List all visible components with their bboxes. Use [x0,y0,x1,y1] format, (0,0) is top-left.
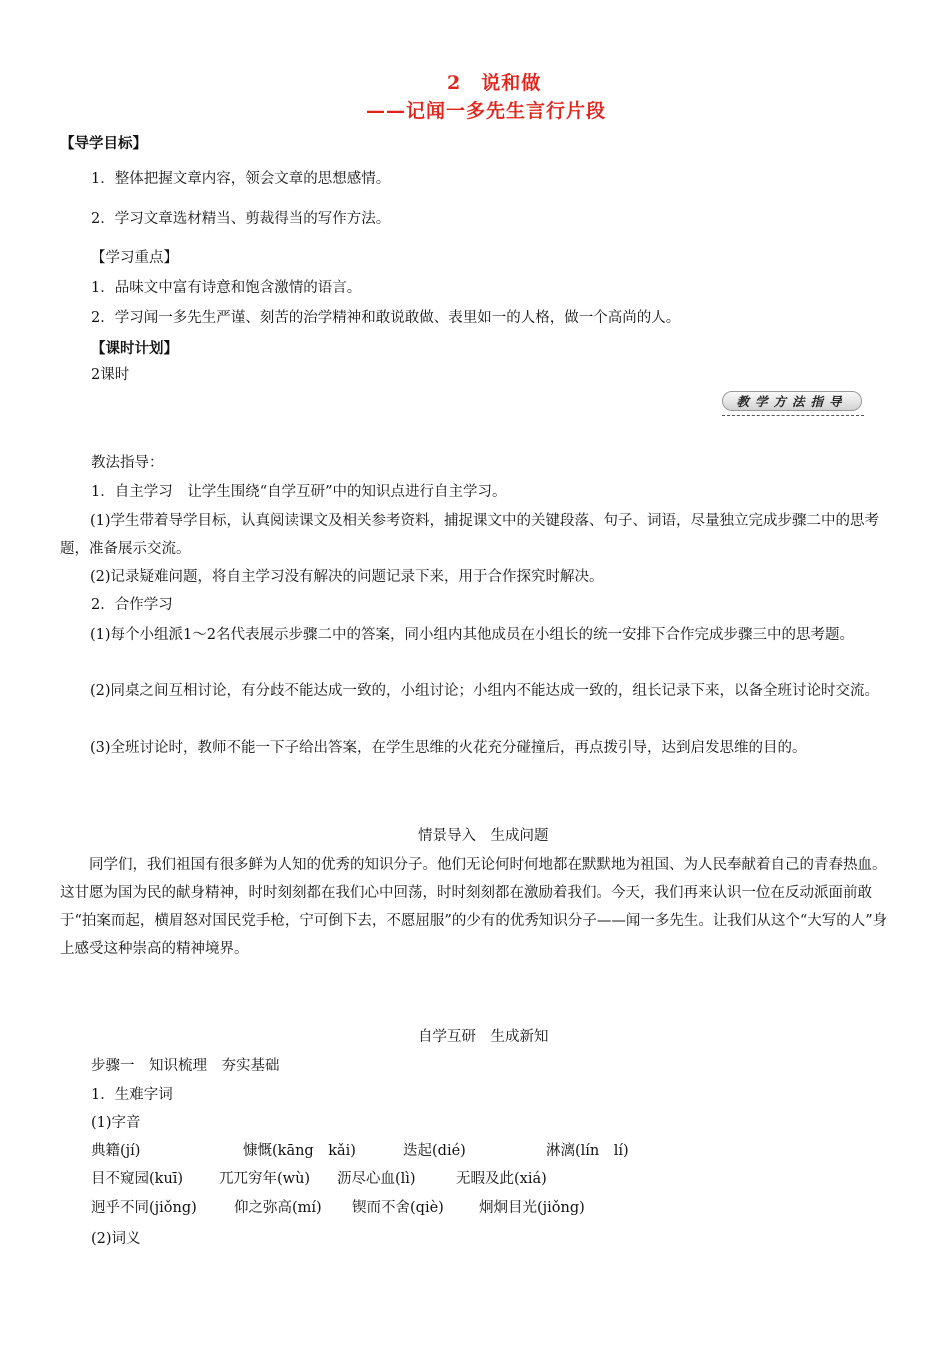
pinyin-row1-a: 典籍(jí) [91,1143,141,1159]
self-step1: 步骤一 知识梳理 夯实基础 [91,1058,280,1074]
pinyin-row3-a: 迥乎不同(jiǒng) [91,1200,197,1216]
pinyin-row1-d: 淋漓(lín lí) [546,1143,629,1159]
method-s2-p2: (2)同桌之间互相讨论，有分歧不能达成一致的，小组讨论；小组内不能达成一致的，组长记录下来，以备全班讨论时交流。 [90,683,880,699]
goal-item-2: 2．学习文章选材精当、剪裁得当的写作方法。 [91,211,391,227]
pinyin-row1-b: 慷慨(kāng kǎi) [243,1143,356,1159]
badge-label: 教学方法指导 [736,394,848,409]
pinyin-row3-d: 炯炯目光(jiǒng) [479,1200,585,1216]
method-s1-p1: (1)学生带着导学目标，认真阅读课文及相关参考资料，捕捉课文中的关键段落、句子、词语，尽量独立完成步骤二中的思考题，准备展示交流。 [60,513,880,557]
self-sub2: (2)词义 [91,1231,141,1247]
pinyin-row2-c: 沥尽心血(lì) [337,1171,416,1187]
pinyin-row2-b: 兀兀穷年(wù) [219,1171,311,1187]
intro-paragraph: 同学们，我们祖国有很多鲜为人知的优秀的知识分子。他们无论何时何地都在默默地为祖国、为人民奉献着自己的青春热血。这甘愿为国为民的献身精神，时时刻刻都在我们心中回荡，时时刻刻都在激励着我们。今天，我们再来认识一位在反动派面前敢于“拍案而起，横眉怒对国民党手枪，宁可倒下去，不愿屈服”的少有的优秀知识分子——闻一多先生。让我们从这个“大写的人”身上感受这种崇高的精神境界。 [60,857,888,957]
focus-item-2: 2．学习闻一多先生严谨、刻苦的治学精神和敢说敢做、表里如一的人格，做一个高尚的人。 [91,310,681,326]
goals-heading: 【导学目标】 [60,135,147,152]
focus-heading: 【学习重点】 [91,250,178,266]
method-s1-p2: (2)记录疑难问题，将自主学习没有解决的问题记录下来，用于合作探究时解决。 [90,569,604,585]
goal-item-1: 1．整体把握文章内容，领会文章的思想感情。 [91,171,391,187]
pinyin-row1-c: 迭起(dié) [403,1143,466,1159]
badge-divider [722,415,864,416]
method-s2-p1: (1)每个小组派1～2名代表展示步骤二中的答案，同小组内其他成员在小组长的统一安排下合作完成步骤三中的思考题。 [90,627,854,643]
self-heading: 自学互研 生成新知 [418,1029,549,1045]
intro-heading: 情景导入 生成问题 [418,828,549,844]
plan-value: 2课时 [91,367,130,383]
doc-subtitle: ——记闻一多先生言行片段 [366,100,607,122]
self-sub1: (1)字音 [91,1115,141,1131]
pinyin-row3-b: 仰之弥高(mí) [234,1200,322,1216]
self-item1: 1．生难字词 [91,1087,173,1103]
plan-heading: 【课时计划】 [91,340,178,357]
pinyin-row3-c: 锲而不舍(qiè) [352,1200,444,1216]
doc-title: 2 说和做 [447,72,542,94]
focus-item-1: 1．品味文中富有诗意和饱含激情的语言。 [91,280,362,296]
method-badge [722,391,862,413]
method-heading: 教法指导： [91,455,164,471]
pinyin-row2-a: 目不窥园(kuī) [91,1171,184,1187]
method-s2-title: 2．合作学习 [91,597,173,613]
pinyin-row2-d: 无暇及此(xiá) [456,1171,547,1187]
method-s2-p3: (3)全班讨论时，教师不能一下子给出答案，在学生思维的火花充分碰撞后，再点拨引导，达到启发思维的目的。 [90,740,807,756]
method-s1-title: 1．自主学习 让学生围绕“自学互研”中的知识点进行自主学习。 [91,484,507,500]
